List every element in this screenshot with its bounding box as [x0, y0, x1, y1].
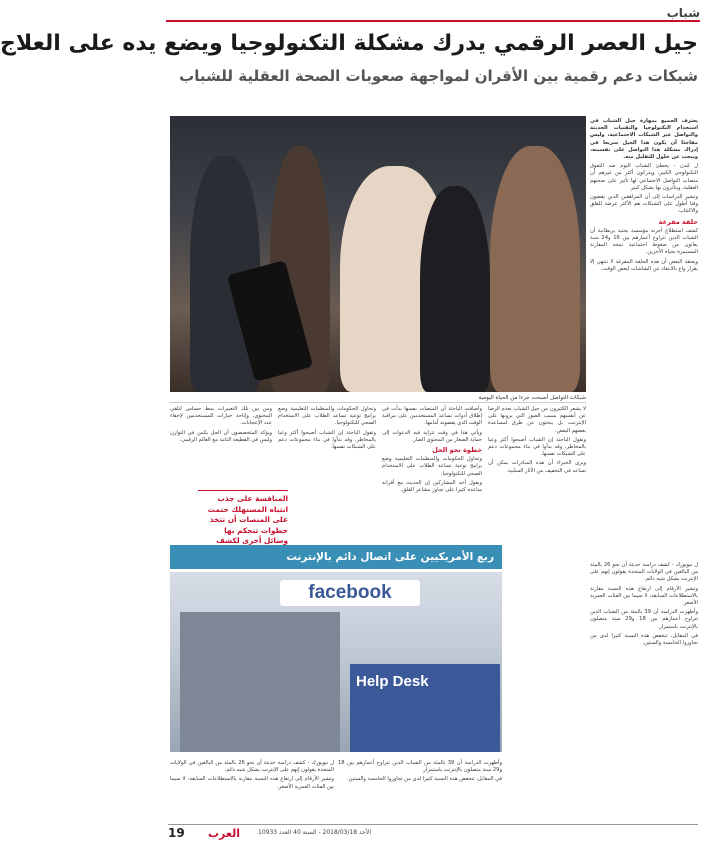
main-photo	[170, 116, 586, 392]
box-paragraph: وأظهرت الدراسة أن 39 بالمئة من الشباب الذين تتراوح أعمارهم بين 18 و29 سنة متصلون بالإنترنت باستمرار.	[338, 760, 502, 774]
article-paragraph: وأظهرت الدراسة أن 39 بالمئة من الشباب الذين تتراوح أعمارهم بين 18 و29 سنة متصلون بالإنترنت باستمرار.	[590, 609, 699, 630]
article-paragraph: وتشير الأرقام إلى ارتفاع هذه النسبة مقارنة بالاستطلاعات السابقة، لا سيما بين الفئات العمرية الأصغر.	[590, 585, 698, 607]
box-column	[338, 760, 502, 820]
article-paragraph: ويقول أحد المشاركين إن الحديث مع أقرانه ساعده كثيرا على تجاوز مشاعر القلق.	[382, 479, 482, 494]
section-header	[166, 6, 700, 22]
article-paragraph: ومن بين تلك التغييرات نمط حساس لتلقي المحتوى، وإتاحة خيارات للمستخدمين لإخفاء عدد الإعجابات.	[170, 406, 272, 427]
subheadline: شبكات دعم رقمية بين الأقران لمواجهة صعوبات الصحة العقلية للشباب	[179, 67, 698, 85]
article-paragraph: ويأتي هذا في وقت تتزايد فيه الدعوات إلى حماية الصغار من المحتوى الضار.	[382, 429, 482, 443]
intro-paragraph: ل لندن - يخطئ الشباب اليوم ضد التفوق التكنولوجي الكبير، ويدركون أكثر من غيرهم أن منصات التواصل الاجتماعي لها تأثير على صحتهم العقلية، ويتأثرون بها بشكل كبير.	[590, 163, 698, 191]
article-column	[382, 406, 482, 541]
article-column	[488, 406, 586, 541]
photo-caption: شبكات التواصل أصبحت جزءا من الحياة اليومية	[170, 394, 586, 403]
box-heading: ربع الأمريكيين على اتصال دائم بالإنترنت	[170, 545, 502, 569]
article-paragraph: وتحاول الحكومات والمنظمات التعليمية وضع برامج توعية تساعد الطلاب على الاستخدام الصحي للتكنولوجيا.	[278, 406, 376, 427]
article-column	[278, 406, 376, 541]
article-column	[590, 562, 698, 820]
article-subheading: خطوة نحو الحل	[432, 446, 482, 455]
article-paragraph: وتقول الباحثة إن الشباب أصبحوا أكثر وعيا بالمخاطر، وقد بدأوا في بناء مجموعات دعم على الشبكات نفسها.	[278, 429, 376, 451]
intro-paragraph: يعترف الجميع بمهارة جيل الشباب في استخدام التكنولوجيا والتقنيات الحديثة والتواصل عبر الشبكات الاجتماعية، وليس مفاجئا أن يكون هذا الجيل سريعا في إدراك مشكلة هذا التواصل على نفسيته، ويبحث عن حلول للتقليل منه.	[590, 118, 698, 161]
article-paragraph: وتحاول الحكومات والمنظمات التعليمية وضع برامج توعية تساعد الطلاب على الاستخدام الصحي للتكنولوجيا.	[382, 456, 482, 477]
intro-subheading: حلقة مفرغة	[658, 217, 698, 226]
box-paragraph: وتشير الأرقام إلى ارتفاع هذه النسبة مقارنة بالاستطلاعات السابقة، لا سيما بين الفئات العمرية الأصغر.	[170, 776, 334, 790]
box-paragraph: ل نيويورك - كشف دراسة حديثة أن نحو 26 بالمئة من البالغين في الولايات المتحدة يقولون إنهم على الإنترنت بشكل شبه دائم.	[170, 760, 334, 774]
article-paragraph: ويؤكد المتخصصون أن الحل يكمن في التوازن وليس في القطيعة التامة مع العالم الرقمي.	[170, 429, 272, 443]
article-paragraph: لا يشعر الكثيرون من جيل الشباب بعدم الرضا عن أنفسهم بسبب الصور التي يرونها على الإنترنت، بل يبحثون عن طرق لمساعدة بعضهم البعض.	[488, 406, 586, 434]
article-paragraph: وتقول الباحثة إن الشباب أصبحوا أكثر وعيا بالمخاطر، وقد بدأوا في بناء مجموعات دعم على الشبكات نفسها.	[488, 436, 586, 458]
pull-quote: المنافسة على جذب انتباه المستهلك حتمت على المنصات أن تتخذ خطوات تتحكم بها وسائل أخرى لكشف	[198, 490, 288, 558]
article-paragraph: ل نيويورك - كشف دراسة حديثة أن نحو 26 بالمئة من البالغين في الولايات المتحدة يقولون إنهم على الإنترنت بشكل شبه دائم.	[590, 562, 698, 583]
page-footer	[168, 824, 698, 840]
intro-column	[590, 118, 698, 598]
facebook-photo	[170, 572, 502, 752]
article-paragraph: في المقابل، تنخفض هذه النسبة كثيرا لدى من تجاوزوا الخامسة والستين.	[590, 632, 698, 647]
box-column	[170, 760, 334, 820]
newspaper-logo: العرب	[208, 827, 241, 840]
headline: جيل العصر الرقمي يدرك مشكلة التكنولوجيا ويضع يده على العلاج	[0, 31, 698, 56]
article-paragraph: ويرى الخبراء أن هذه المبادرات يمكن أن تساعد في التخفيف من الآثار السلبية.	[488, 460, 586, 474]
intro-paragraph: كشف استطلاع أجرته مؤسسة بحثية بريطانية أن الشباب الذين تتراوح أعمارهم بين 16 و24 سنة يعانون من ضغوط اجتماعية نتيجة المقارنة المستمرة بحياة الآخرين.	[590, 227, 699, 256]
facebook-sign: facebook	[280, 580, 420, 606]
box-paragraph: في المقابل، تنخفض هذه النسبة كثيرا لدى من تجاوزوا الخامسة والستين.	[347, 776, 502, 783]
article-paragraph: وأضافت الباحثة أن المنصات نفسها بدأت في إطلاق أدوات تساعد المستخدمين على مراقبة الوقت الذي يقضونه أمامها.	[382, 406, 482, 427]
page-number: 19	[168, 826, 185, 840]
issue-date: الأحد 2018/03/18 - السنة 40 العدد 10933	[258, 829, 371, 836]
article-column	[170, 406, 272, 486]
section-label: شباب	[666, 6, 700, 20]
help-desk-sign: Help Desk	[350, 664, 500, 752]
intro-paragraph: ويعتقد البعض أن هذه الحلقة المفرغة لا تنتهي إلا بقرار واع بالابتعاد عن الشاشات لبعض الوقت.	[590, 258, 698, 272]
intro-paragraph: وتشير الدراسات إلى أن المراهقين الذين يقضون وقتا أطول على الشبكات هم الأكثر عرضة للقلق والاكتئاب.	[590, 194, 698, 215]
